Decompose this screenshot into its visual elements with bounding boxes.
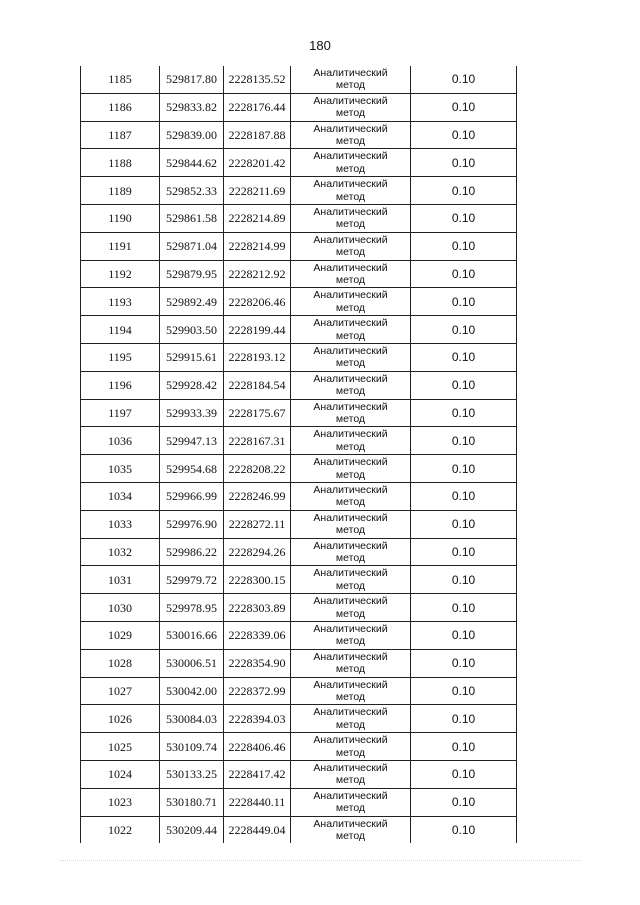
x-coordinate-cell: 529954.68 bbox=[160, 455, 224, 483]
method-line1: Аналитический bbox=[313, 206, 388, 218]
table-row bbox=[81, 232, 517, 260]
x-coordinate-cell: 529871.04 bbox=[160, 232, 224, 260]
x-coordinate-cell: 529892.49 bbox=[160, 288, 224, 316]
y-coordinate-cell: 2228201.42 bbox=[224, 149, 291, 177]
table-row bbox=[81, 177, 517, 205]
x-coordinate-cell: 530084.03 bbox=[160, 705, 224, 733]
method-line1: Аналитический bbox=[313, 789, 388, 802]
x-coordinate-cell: 529879.95 bbox=[160, 260, 224, 288]
method-line2: метод bbox=[335, 246, 366, 259]
accuracy-cell: 0.10 bbox=[411, 93, 517, 121]
table-row bbox=[81, 288, 517, 316]
scan-artifact-line bbox=[60, 860, 580, 871]
method-line2: метод bbox=[335, 663, 366, 676]
method-cell bbox=[291, 288, 411, 316]
y-coordinate-cell: 2228440.11 bbox=[224, 788, 291, 816]
table-row bbox=[81, 121, 517, 149]
table-row bbox=[81, 788, 517, 816]
x-coordinate-cell: 529986.22 bbox=[160, 538, 224, 566]
x-coordinate-cell: 529928.42 bbox=[160, 371, 224, 399]
x-coordinate-cell: 529978.95 bbox=[160, 594, 224, 622]
method-line1: Аналитический bbox=[313, 372, 388, 385]
method-line1: Аналитический bbox=[313, 122, 388, 135]
method-line1: Аналитический bbox=[313, 595, 388, 608]
method-line1: Аналитический bbox=[313, 67, 388, 80]
method-cell bbox=[291, 66, 411, 93]
y-coordinate-cell: 2228294.26 bbox=[224, 538, 291, 566]
method-line2: метод bbox=[335, 107, 366, 120]
method-cell bbox=[291, 621, 411, 649]
method-line1: Аналитический bbox=[313, 567, 388, 580]
method-line2: метод bbox=[335, 690, 366, 703]
method-cell bbox=[291, 343, 411, 371]
y-coordinate-cell: 2228272.11 bbox=[224, 510, 291, 538]
table-row bbox=[81, 733, 517, 761]
coordinates-table-body bbox=[81, 66, 517, 843]
method-line2: метод bbox=[335, 468, 366, 481]
method-line2: метод bbox=[335, 412, 366, 425]
point-id-cell: 1022 bbox=[81, 816, 160, 843]
method-line2: метод bbox=[335, 162, 366, 175]
point-id-cell: 1023 bbox=[81, 788, 160, 816]
method-line2: метод bbox=[335, 829, 366, 842]
accuracy-cell: 0.10 bbox=[411, 760, 517, 788]
point-id-cell: 1186 bbox=[81, 93, 160, 121]
y-coordinate-cell: 2228214.89 bbox=[224, 204, 291, 232]
accuracy-cell: 0.10 bbox=[411, 510, 517, 538]
y-coordinate-cell: 2228167.31 bbox=[224, 427, 291, 455]
method-line2: метод bbox=[335, 551, 366, 564]
method-line1: Аналитический bbox=[313, 734, 388, 747]
table-row bbox=[81, 149, 517, 177]
method-cell bbox=[291, 455, 411, 483]
method-line1: Аналитический bbox=[313, 706, 388, 719]
method-cell bbox=[291, 399, 411, 427]
x-coordinate-cell: 529839.00 bbox=[160, 121, 224, 149]
method-cell bbox=[291, 760, 411, 788]
method-line2: метод bbox=[335, 579, 366, 592]
point-id-cell: 1028 bbox=[81, 649, 160, 677]
table-row bbox=[81, 260, 517, 288]
method-line1: Аналитический bbox=[313, 261, 388, 274]
table-row bbox=[81, 482, 517, 510]
accuracy-cell: 0.10 bbox=[411, 204, 517, 232]
method-line2: метод bbox=[335, 79, 366, 92]
method-line2: метод bbox=[335, 802, 366, 815]
method-line2: метод bbox=[335, 774, 366, 787]
accuracy-cell: 0.10 bbox=[411, 816, 517, 843]
method-cell bbox=[291, 93, 411, 121]
accuracy-cell: 0.10 bbox=[411, 288, 517, 316]
method-cell bbox=[291, 510, 411, 538]
method-cell bbox=[291, 482, 411, 510]
x-coordinate-cell: 529833.82 bbox=[160, 93, 224, 121]
accuracy-cell: 0.10 bbox=[411, 371, 517, 399]
method-line1: Аналитический bbox=[313, 94, 388, 107]
accuracy-cell: 0.10 bbox=[411, 705, 517, 733]
accuracy-cell: 0.10 bbox=[411, 316, 517, 344]
y-coordinate-cell: 2228300.15 bbox=[224, 566, 291, 594]
y-coordinate-cell: 2228212.92 bbox=[224, 260, 291, 288]
method-line2: метод bbox=[335, 607, 366, 620]
accuracy-cell: 0.10 bbox=[411, 427, 517, 455]
method-cell bbox=[291, 232, 411, 260]
method-line2: метод bbox=[335, 190, 366, 203]
point-id-cell: 1196 bbox=[81, 371, 160, 399]
point-id-cell: 1195 bbox=[81, 343, 160, 371]
x-coordinate-cell: 529844.62 bbox=[160, 149, 224, 177]
method-line2: метод bbox=[335, 385, 366, 398]
point-id-cell: 1036 bbox=[81, 427, 160, 455]
table-row bbox=[81, 427, 517, 455]
method-cell bbox=[291, 788, 411, 816]
method-cell bbox=[291, 371, 411, 399]
method-line1: Аналитический bbox=[313, 456, 388, 469]
y-coordinate-cell: 2228206.46 bbox=[224, 288, 291, 316]
table-row bbox=[81, 594, 517, 622]
y-coordinate-cell: 2228339.06 bbox=[224, 621, 291, 649]
method-line2: метод bbox=[335, 329, 366, 342]
point-id-cell: 1194 bbox=[81, 316, 160, 344]
table-row bbox=[81, 538, 517, 566]
method-cell bbox=[291, 705, 411, 733]
method-line2: метод bbox=[335, 134, 366, 147]
y-coordinate-cell: 2228193.12 bbox=[224, 343, 291, 371]
table-row bbox=[81, 677, 517, 705]
method-cell bbox=[291, 733, 411, 761]
method-cell bbox=[291, 427, 411, 455]
table-row bbox=[81, 204, 517, 232]
method-cell bbox=[291, 538, 411, 566]
table-row bbox=[81, 93, 517, 121]
x-coordinate-cell: 530133.25 bbox=[160, 760, 224, 788]
method-line1: Аналитический bbox=[313, 317, 388, 330]
method-line1: Аналитический bbox=[313, 817, 388, 830]
point-id-cell: 1193 bbox=[81, 288, 160, 316]
y-coordinate-cell: 2228246.99 bbox=[224, 482, 291, 510]
table-row bbox=[81, 343, 517, 371]
method-line2: метод bbox=[335, 496, 366, 509]
y-coordinate-cell: 2228175.67 bbox=[224, 399, 291, 427]
method-cell bbox=[291, 816, 411, 843]
method-line2: метод bbox=[335, 746, 366, 759]
x-coordinate-cell: 529915.61 bbox=[160, 343, 224, 371]
y-coordinate-cell: 2228184.54 bbox=[224, 371, 291, 399]
table-row bbox=[81, 566, 517, 594]
x-coordinate-cell: 529947.13 bbox=[160, 427, 224, 455]
method-line1: Аналитический bbox=[313, 150, 388, 163]
table-row bbox=[81, 316, 517, 344]
method-line1: Аналитический bbox=[313, 178, 388, 191]
method-line1: Аналитический bbox=[313, 622, 388, 635]
method-cell bbox=[291, 594, 411, 622]
coordinates-table-container bbox=[80, 66, 517, 843]
method-line1: Аналитический bbox=[313, 761, 388, 774]
point-id-cell: 1192 bbox=[81, 260, 160, 288]
x-coordinate-cell: 530042.00 bbox=[160, 677, 224, 705]
x-coordinate-cell: 529817.80 bbox=[160, 66, 224, 93]
point-id-cell: 1033 bbox=[81, 510, 160, 538]
x-coordinate-cell: 529976.90 bbox=[160, 510, 224, 538]
coordinates-table bbox=[80, 66, 517, 843]
y-coordinate-cell: 2228208.22 bbox=[224, 455, 291, 483]
method-line2: метод bbox=[335, 301, 366, 314]
point-id-cell: 1027 bbox=[81, 677, 160, 705]
x-coordinate-cell: 529861.58 bbox=[160, 204, 224, 232]
accuracy-cell: 0.10 bbox=[411, 121, 517, 149]
method-cell bbox=[291, 177, 411, 205]
y-coordinate-cell: 2228372.99 bbox=[224, 677, 291, 705]
x-coordinate-cell: 530209.44 bbox=[160, 816, 224, 843]
table-row bbox=[81, 621, 517, 649]
y-coordinate-cell: 2228135.52 bbox=[224, 66, 291, 93]
accuracy-cell: 0.10 bbox=[411, 177, 517, 205]
method-line1: Аналитический bbox=[313, 539, 388, 552]
accuracy-cell: 0.10 bbox=[411, 677, 517, 705]
point-id-cell: 1034 bbox=[81, 482, 160, 510]
accuracy-cell: 0.10 bbox=[411, 566, 517, 594]
method-line1: Аналитический bbox=[313, 511, 388, 524]
point-id-cell: 1029 bbox=[81, 621, 160, 649]
table-row bbox=[81, 371, 517, 399]
method-line2: метод bbox=[335, 635, 366, 648]
table-row bbox=[81, 760, 517, 788]
point-id-cell: 1026 bbox=[81, 705, 160, 733]
method-line2: метод bbox=[335, 357, 366, 370]
x-coordinate-cell: 530109.74 bbox=[160, 733, 224, 761]
accuracy-cell: 0.10 bbox=[411, 455, 517, 483]
point-id-cell: 1190 bbox=[81, 204, 160, 232]
table-row bbox=[81, 705, 517, 733]
method-line1: Аналитический bbox=[313, 428, 388, 441]
accuracy-cell: 0.10 bbox=[411, 538, 517, 566]
table-row bbox=[81, 510, 517, 538]
point-id-cell: 1191 bbox=[81, 232, 160, 260]
accuracy-cell: 0.10 bbox=[411, 733, 517, 761]
method-line1: Аналитический bbox=[313, 400, 388, 413]
point-id-cell: 1024 bbox=[81, 760, 160, 788]
point-id-cell: 1035 bbox=[81, 455, 160, 483]
page-number: 180 bbox=[309, 38, 331, 53]
y-coordinate-cell: 2228417.42 bbox=[224, 760, 291, 788]
point-id-cell: 1197 bbox=[81, 399, 160, 427]
x-coordinate-cell: 529933.39 bbox=[160, 399, 224, 427]
accuracy-cell: 0.10 bbox=[411, 149, 517, 177]
method-line2: метод bbox=[335, 218, 366, 231]
point-id-cell: 1031 bbox=[81, 566, 160, 594]
y-coordinate-cell: 2228303.89 bbox=[224, 594, 291, 622]
x-coordinate-cell: 530180.71 bbox=[160, 788, 224, 816]
method-cell bbox=[291, 316, 411, 344]
method-line1: Аналитический bbox=[313, 233, 388, 246]
y-coordinate-cell: 2228449.04 bbox=[224, 816, 291, 843]
method-line1: Аналитический bbox=[313, 483, 388, 496]
method-line1: Аналитический bbox=[313, 344, 388, 357]
x-coordinate-cell: 529979.72 bbox=[160, 566, 224, 594]
accuracy-cell: 0.10 bbox=[411, 343, 517, 371]
y-coordinate-cell: 2228187.88 bbox=[224, 121, 291, 149]
accuracy-cell: 0.10 bbox=[411, 399, 517, 427]
x-coordinate-cell: 530016.66 bbox=[160, 621, 224, 649]
method-cell bbox=[291, 677, 411, 705]
method-cell bbox=[291, 121, 411, 149]
method-line2: метод bbox=[335, 273, 366, 286]
point-id-cell: 1030 bbox=[81, 594, 160, 622]
method-line1: Аналитический bbox=[313, 650, 388, 663]
table-row bbox=[81, 399, 517, 427]
point-id-cell: 1032 bbox=[81, 538, 160, 566]
method-cell bbox=[291, 260, 411, 288]
y-coordinate-cell: 2228406.46 bbox=[224, 733, 291, 761]
point-id-cell: 1025 bbox=[81, 733, 160, 761]
x-coordinate-cell: 530006.51 bbox=[160, 649, 224, 677]
y-coordinate-cell: 2228211.69 bbox=[224, 177, 291, 205]
point-id-cell: 1187 bbox=[81, 121, 160, 149]
point-id-cell: 1185 bbox=[81, 66, 160, 93]
y-coordinate-cell: 2228394.03 bbox=[224, 705, 291, 733]
x-coordinate-cell: 529903.50 bbox=[160, 316, 224, 344]
method-line2: метод bbox=[335, 440, 366, 453]
method-line1: Аналитический bbox=[313, 678, 388, 691]
x-coordinate-cell: 529966.99 bbox=[160, 482, 224, 510]
x-coordinate-cell: 529852.33 bbox=[160, 177, 224, 205]
accuracy-cell: 0.10 bbox=[411, 232, 517, 260]
method-line1: Аналитический bbox=[313, 289, 388, 302]
method-line2: метод bbox=[335, 718, 366, 731]
accuracy-cell: 0.10 bbox=[411, 649, 517, 677]
method-line2: метод bbox=[335, 524, 366, 537]
method-cell bbox=[291, 204, 411, 232]
table-row bbox=[81, 66, 517, 93]
y-coordinate-cell: 2228176.44 bbox=[224, 93, 291, 121]
y-coordinate-cell: 2228354.90 bbox=[224, 649, 291, 677]
table-row bbox=[81, 455, 517, 483]
y-coordinate-cell: 2228199.44 bbox=[224, 316, 291, 344]
method-cell bbox=[291, 149, 411, 177]
table-row bbox=[81, 816, 517, 843]
y-coordinate-cell: 2228214.99 bbox=[224, 232, 291, 260]
method-cell bbox=[291, 566, 411, 594]
accuracy-cell: 0.10 bbox=[411, 594, 517, 622]
accuracy-cell: 0.10 bbox=[411, 260, 517, 288]
point-id-cell: 1189 bbox=[81, 177, 160, 205]
accuracy-cell: 0.10 bbox=[411, 66, 517, 93]
accuracy-cell: 0.10 bbox=[411, 621, 517, 649]
table-row bbox=[81, 649, 517, 677]
method-cell bbox=[291, 649, 411, 677]
point-id-cell: 1188 bbox=[81, 149, 160, 177]
accuracy-cell: 0.10 bbox=[411, 482, 517, 510]
accuracy-cell: 0.10 bbox=[411, 788, 517, 816]
